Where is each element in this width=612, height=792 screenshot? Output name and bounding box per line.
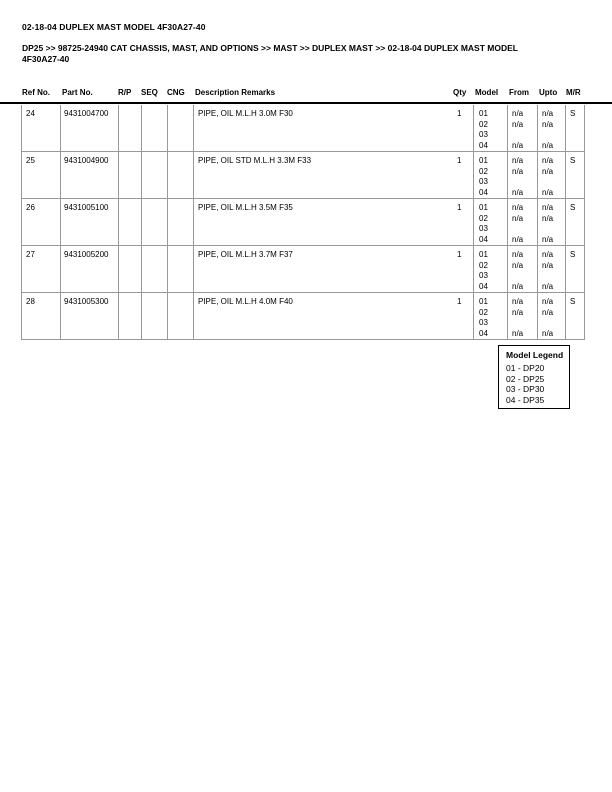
model-cell-line: 04 [479, 281, 488, 291]
part-no-cell: 9431005300 [64, 297, 109, 306]
model-cell-line: 03 [479, 318, 488, 327]
model-cell-line: 01 [479, 109, 488, 118]
upto-cell-line: n/a [542, 203, 554, 212]
upto-cell-line: n/a [542, 187, 554, 197]
table-row [22, 246, 584, 293]
legend-title: Model Legend [506, 350, 564, 360]
qty-cell: 1 [457, 297, 462, 306]
from-cell-line [512, 318, 523, 329]
model-cell [479, 297, 488, 339]
from-cell-line: n/a [512, 328, 524, 338]
from-cell-line: n/a [512, 187, 524, 197]
upto-cell-line [542, 177, 553, 188]
upto-cell-line: n/a [542, 213, 554, 223]
header-mr: M/R [566, 88, 581, 97]
from-cell-line: n/a [512, 166, 524, 176]
from-cell-line: n/a [512, 234, 524, 244]
breadcrumb-line-2: 4F30A27-40 [22, 53, 70, 64]
ref-no-cell: 24 [26, 109, 35, 118]
part-no-cell: 9431005200 [64, 250, 109, 259]
header-ref-no: Ref No. [22, 88, 50, 97]
ref-no-cell: 25 [26, 156, 35, 165]
header-from: From [509, 88, 529, 97]
from-cell-line: n/a [512, 260, 524, 270]
from-cell [512, 203, 523, 245]
upto-cell-line [542, 318, 553, 329]
upto-cell-line: n/a [542, 328, 554, 338]
model-cell-line: 03 [479, 177, 488, 186]
upto-cell-line: n/a [542, 234, 554, 244]
from-cell-line [512, 271, 523, 282]
legend-item: 03 - DP30 [506, 384, 545, 394]
from-cell-line: n/a [512, 119, 524, 129]
part-no-cell: 9431004900 [64, 156, 109, 165]
mr-cell: S [570, 109, 576, 118]
model-cell-line: 03 [479, 130, 488, 139]
mr-cell: S [570, 297, 576, 306]
model-cell [479, 203, 488, 245]
upto-cell [542, 297, 553, 339]
ref-no-cell: 27 [26, 250, 35, 259]
model-cell-line: 03 [479, 271, 488, 280]
qty-cell: 1 [457, 203, 462, 212]
model-cell-line: 04 [479, 234, 488, 244]
model-cell [479, 250, 488, 292]
upto-cell-line: n/a [542, 156, 554, 165]
model-cell-line: 02 [479, 119, 488, 129]
upto-cell [542, 250, 553, 292]
header-qty: Qty [453, 88, 467, 97]
from-cell [512, 297, 523, 339]
from-cell-line [512, 224, 523, 235]
mr-cell: S [570, 203, 576, 212]
part-no-cell: 9431005100 [64, 203, 109, 212]
from-cell [512, 250, 523, 292]
parts-table [21, 105, 585, 340]
header-seq: SEQ [141, 88, 158, 97]
legend-item: 01 - DP20 [506, 363, 545, 373]
model-cell-line: 03 [479, 224, 488, 233]
upto-cell-line [542, 271, 553, 282]
table-row [22, 199, 584, 246]
mr-cell: S [570, 250, 576, 259]
upto-cell [542, 203, 553, 245]
model-cell-line: 02 [479, 166, 488, 176]
table-row [22, 152, 584, 199]
upto-cell-line: n/a [542, 260, 554, 270]
ref-no-cell: 28 [26, 297, 35, 306]
description-cell: PIPE, OIL STD M.L.H 3.3M F33 [198, 156, 312, 165]
from-cell-line: n/a [512, 203, 524, 212]
description-cell: PIPE, OIL M.L.H 4.0M F40 [198, 297, 293, 306]
header-part-no: Part No. [62, 88, 93, 97]
description-cell: PIPE, OIL M.L.H 3.7M F37 [198, 250, 293, 259]
header-rule [0, 102, 612, 104]
header-cng: CNG [167, 88, 185, 97]
upto-cell-line [542, 224, 553, 235]
model-cell-line: 01 [479, 203, 488, 212]
from-cell-line: n/a [512, 307, 524, 317]
table-row [22, 293, 584, 340]
qty-cell: 1 [457, 109, 462, 118]
upto-cell-line: n/a [542, 140, 554, 150]
table-row [22, 105, 584, 152]
model-cell-line: 04 [479, 187, 488, 197]
from-cell-line: n/a [512, 156, 524, 165]
header-upto: Upto [539, 88, 558, 97]
legend-item: 04 - DP35 [506, 394, 545, 405]
model-cell-line: 01 [479, 156, 488, 165]
from-cell-line [512, 130, 523, 141]
from-cell-line: n/a [512, 140, 524, 150]
model-cell-line: 01 [479, 250, 488, 259]
upto-cell-line: n/a [542, 250, 554, 259]
legend-item: 02 - DP25 [506, 373, 545, 384]
from-cell-line: n/a [512, 281, 524, 291]
model-cell [479, 109, 488, 151]
qty-cell: 1 [457, 250, 462, 259]
from-cell-line: n/a [512, 109, 524, 118]
page-title: 02-18-04 DUPLEX MAST MODEL 4F30A27-40 [22, 22, 206, 32]
header-model: Model [475, 88, 499, 97]
model-cell-line: 01 [479, 297, 488, 306]
model-cell [479, 156, 488, 198]
model-cell-line: 04 [479, 328, 488, 338]
upto-cell-line: n/a [542, 307, 554, 317]
description-cell: PIPE, OIL M.L.H 3.5M F35 [198, 203, 293, 212]
from-cell [512, 109, 523, 151]
model-legend [498, 345, 570, 409]
from-cell-line: n/a [512, 297, 524, 306]
mr-cell: S [570, 156, 576, 165]
upto-cell-line: n/a [542, 297, 554, 306]
part-no-cell: 9431004700 [64, 109, 109, 118]
breadcrumb-line-1: DP25 >> 98725-24940 CAT CHASSIS, MAST, AND OPTIONS >> MAST >> DUPLEX MAST >> 02-18-04 DUPLEX MAST MODEL [22, 43, 518, 53]
model-cell-line: 04 [479, 140, 488, 150]
model-cell-line: 02 [479, 213, 488, 223]
description-cell: PIPE, OIL M.L.H 3.0M F30 [198, 109, 293, 118]
model-cell-line: 02 [479, 307, 488, 317]
upto-cell [542, 109, 553, 151]
from-cell-line [512, 177, 523, 188]
upto-cell-line: n/a [542, 281, 554, 291]
model-cell-line: 02 [479, 260, 488, 270]
upto-cell-line: n/a [542, 109, 554, 118]
header-description: Description Remarks [195, 88, 276, 97]
from-cell-line: n/a [512, 250, 524, 259]
qty-cell: 1 [457, 156, 462, 165]
upto-cell-line: n/a [542, 119, 554, 129]
upto-cell [542, 156, 553, 198]
upto-cell-line [542, 130, 553, 141]
ref-no-cell: 26 [26, 203, 35, 212]
breadcrumb [22, 43, 582, 64]
from-cell-line: n/a [512, 213, 524, 223]
from-cell [512, 156, 523, 198]
upto-cell-line: n/a [542, 166, 554, 176]
header-rp: R/P [118, 88, 132, 97]
